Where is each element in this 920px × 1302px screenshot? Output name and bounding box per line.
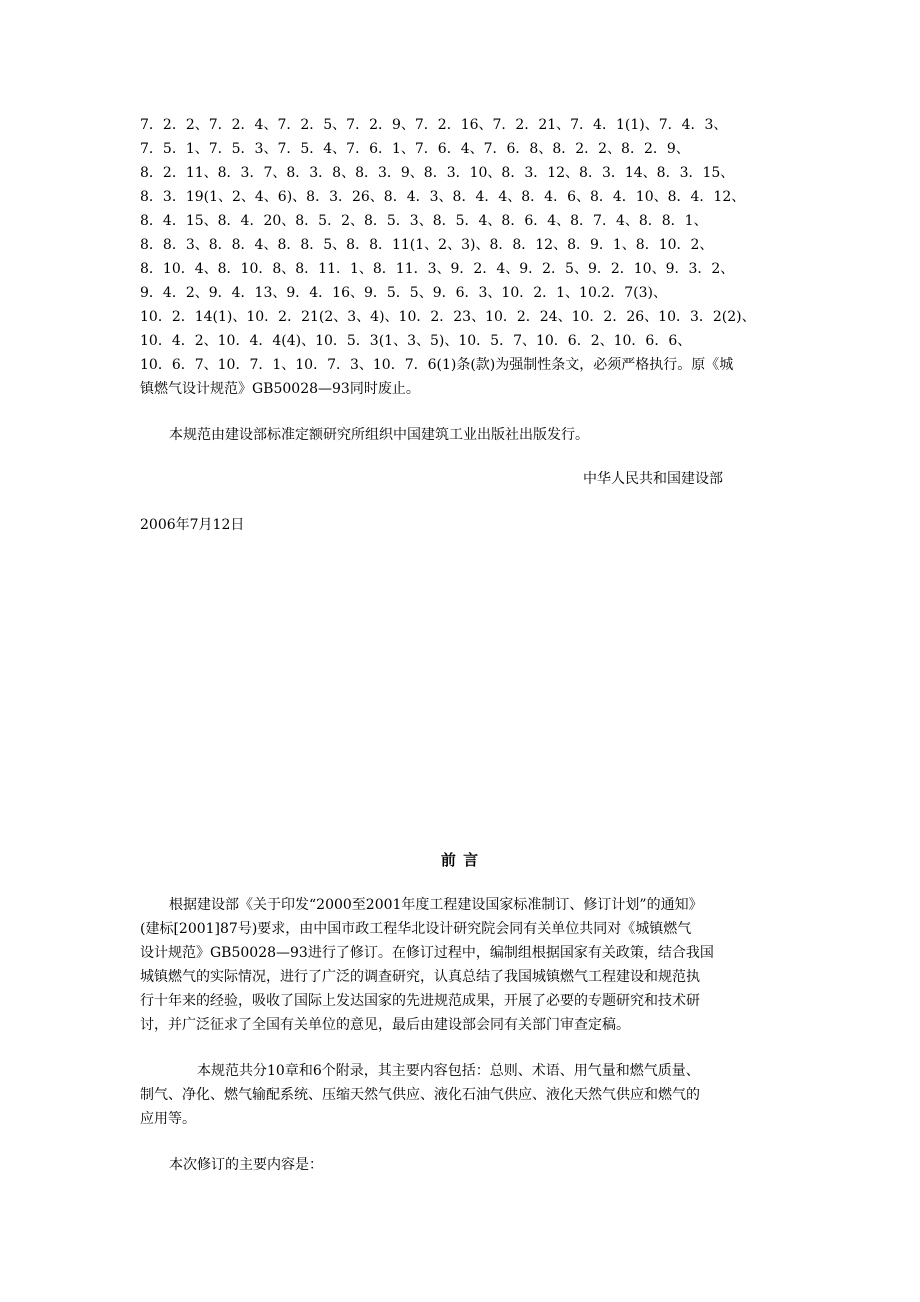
clause-list-line: 9．4．2、9．4．13、9．4．16、9．5．5、9．6．3、10．2．1、10.2．7(3)、: [140, 285, 667, 301]
foreword-title: 前 言: [440, 851, 480, 869]
foreword-para2-line: 应用等。: [140, 1111, 196, 1127]
clause-list-line: 8．2．11、8．3．7、8．3．8、8．3．9、8．3．10、8．3．12、8．3．14、8．3．15、: [140, 165, 735, 181]
issuer-signature: 中华人民共和国建设部: [583, 471, 723, 487]
publisher-note: 本规范由建设部标准定额研究所组织中国建筑工业出版社出版发行。: [169, 427, 589, 443]
clause-list-line: 镇燃气设计规范》GB50028—93同时废止。: [140, 381, 420, 397]
foreword-para1-line: 讨，并广泛征求了全国有关单位的意见，最后由建设部会同有关部门审查定稿。: [140, 1017, 630, 1033]
clause-list-line: 7．2．2、7．2．4、7．2．5、7．2．9、7．2．16、7．2．21、7．4．1(1)、7．4．3、: [140, 117, 728, 133]
clause-list-line: 10．4．2、10．4．4(4)、10．5．3(1、3、5)、10．5．7、10．6．2、10．6．6、: [140, 333, 692, 349]
foreword-para1-line: 根据建设部《关于印发“2000至2001年度工程建设国家标准制订、修订计划”的通知》: [169, 897, 703, 913]
clause-list-line: 8．10．4、8．10．8、8．11．1、8．11．3、9．2．4、9．2．5、9．2．10、9．3．2、: [140, 261, 735, 277]
foreword-para1-line: 城镇燃气的实际情况，进行了广泛的调查研究，认真总结了我国城镇燃气工程建设和规范执: [140, 969, 700, 985]
clause-list-line: 8．3．19(1、2、4、6)、8．3．26、8．4．3、8．4．4、8．4．6、8．4．10、8．4．12、: [140, 189, 746, 205]
foreword-para2-line: 本规范共分10章和6个附录，其主要内容包括：总则、术语、用气量和燃气质量、: [197, 1063, 700, 1079]
clause-list-line: 10．2．14(1)、10．2．21(2、3、4)、10．2．23、10．2．24、10．2．26、10．3．2(2)、: [140, 309, 756, 325]
foreword-para1-line: 行十年来的经验，吸收了国际上发达国家的先进规范成果，开展了必要的专题研究和技术研: [140, 993, 700, 1009]
foreword-para1-line: 设计规范》GB50028—93进行了修订。在修订过程中，编制组根据国家有关政策，结合我国: [140, 945, 714, 961]
foreword-para2-line: 制气、净化、燃气输配系统、压缩天然气供应、液化石油气供应、液化天然气供应和燃气的: [140, 1087, 700, 1103]
foreword-para3: 本次修订的主要内容是：: [169, 1157, 323, 1173]
foreword-para1-line: (建标[2001]87号)要求，由中国市政工程华北设计研究院会同有关单位共同对《城镇燃气: [140, 921, 692, 937]
issue-date: 2006年7月12日: [140, 517, 245, 533]
clause-list-line: 8．8．3、8．8．4、8．8．5、8．8．11(1、2、3)、8．8．12、8．9．1、8．10．2、: [140, 237, 714, 253]
clause-list-line: 10．6．7、10．7．1、10．7．3、10．7．6(1)条(款)为强制性条文，必须严格执行。原《城: [140, 357, 734, 373]
clause-list-line: 8．4．15、8．4．20、8．5．2、8．5．3、8．5．4、8．6．4、8．7．4、8．8．1、: [140, 213, 708, 229]
clause-list-line: 7．5．1、7．5．3、7．5．4、7．6．1、7．6．4、7．6．8、8．2．2、8．2．9、: [140, 141, 690, 157]
